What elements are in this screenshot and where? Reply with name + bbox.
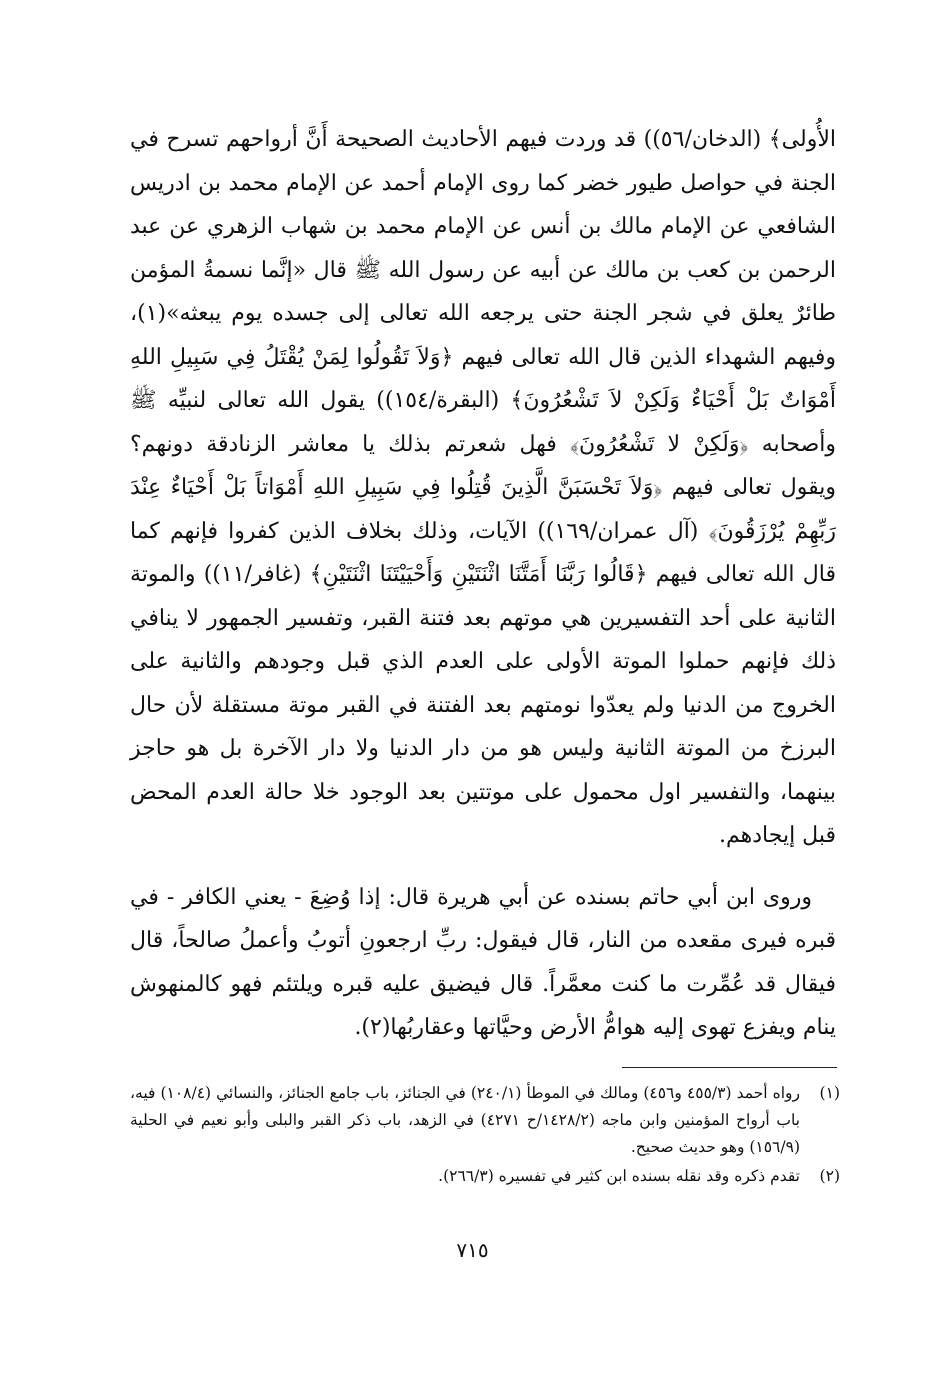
footnote-divider xyxy=(622,1067,837,1068)
footnote-number: (٢) xyxy=(819,1167,840,1185)
paragraph-1: الأُولى﴾ (الدخان/٥٦)) قد وردت فيهم الأحاديث الصحيحة أَنَّ أرواحهم تسرح في الجنة في حواصل طيور خضر كما روى الإمام أحمد عن الإمام محمد بن ادريس الشافعي عن الإمام مالك بن أنس عن الإمام محمد بن شهاب الزهري عن عبد الرحمن بن كعب بن مالك عن أبيه عن رسول الله ﷺ قال «إنَّما نسمةُ المؤمن طائرٌ يعلق في شجر الجنة حتى يرجعه الله تعالى إلى جسده يوم يبعثه»(١)، وفيهم الشهداء الذين قال الله تعالى فيهم ﴿وَلاَ تَقُولُوا لِمَنْ يُقْتَلُ فِي سَبِيلِ اللهِ أَمْوَاتٌ بَلْ أَحْيَاءٌ وَلَكِنْ لاَ تَشْعُرُونَ﴾ (البقرة/١٥٤)) يقول الله تعالى لنبيِّه ﷺ وأصحابه ﴿وَلَكِنْ لا تَشْعُرُونَ﴾ فهل شعرتم بذلك يا معاشر الزنادقة دونهم؟ ويقول تعالى فيهم ﴿وَلاَ تَحْسَبَنَّ الَّذِينَ قُتِلُوا فِي سَبِيلِ اللهِ أَمْوَاتاً بَلْ أَحْيَاءٌ عِنْدَ رَبِّهِمْ يُرْزَقُونَ﴾ (آل عمران/١٦٩)) الآيات، وذلك بخلاف الذين كفروا فإنهم كما قال الله تعالى فيهم ﴿قَالُوا رَبَّنَا أَمَتَّنَا اثْنَتَيْنِ وَأَحْيَيْتَنَا اثْنَتَيْنِ﴾ (غافر/١١)) والموتة الثانية على أحد التفسيرين هي موتهم بعد فتنة القبر، وتفسير الجمهور لا ينافي ذلك فإنهم حملوا الموتة الأولى على العدم الذي قبل وجودهم والثانية على الخروج من الدنيا ولم يعدّوا نومتهم بعد الفتنة في القبر موتة مستقلة لأن حال البرزخ من الموتة الثانية وليس هو من دار الدنيا ولا دار الآخرة بل هو حاجز بينهما، والتفسير اول محمول على موتتين بعد الوجود خلا حالة العدم المحض قبل إيجادهم. xyxy=(130,127,837,848)
footnote-2 xyxy=(130,1163,840,1190)
footnote-1 xyxy=(130,1080,840,1161)
paragraph-2: وروى ابن أبي حاتم بسنده عن أبي هريرة قال: إذا وُضِعَ - يعني الكافر - في قبره فيرى مقعده من النار، قال فيقول: ربِّ ارجعونِ أتوبُ وأعملُ صالحاً، قال فيقال قد عُمِّرت ما كنت معمَّراً. قال فيضيق عليه قبره ويلتئم فهو كالمنهوش ينام ويفزع تهوى إليه هوامُّ الأرض وحيَّاتها وعقاربُها(٢). xyxy=(130,884,836,1040)
main-text xyxy=(130,118,836,1050)
page-number: ٧١٥ xyxy=(456,1238,489,1262)
footnote-text: تقدم ذكره وقد نقله بسنده ابن كثير في تفسيره (٢٦٦/٣). xyxy=(438,1167,800,1185)
footnotes xyxy=(130,1080,840,1192)
footnote-text: رواه أحمد (٤٥٥/٣ و٤٥٦) ومالك في الموطأ (٢٤٠/١) في الجنائز، باب جامع الجنائز، والنسائي (١٠٨/٤) فيه، باب أرواح المؤمنين وابن ماجه (١٤٢٨/٢/ح ٤٢٧١) في الزهد، باب ذكر القبر والبلى وأبو نعيم في الحلية (١٥٦/٩) وهو حديث صحيح. xyxy=(130,1084,801,1156)
footnote-number: (١) xyxy=(819,1084,840,1102)
